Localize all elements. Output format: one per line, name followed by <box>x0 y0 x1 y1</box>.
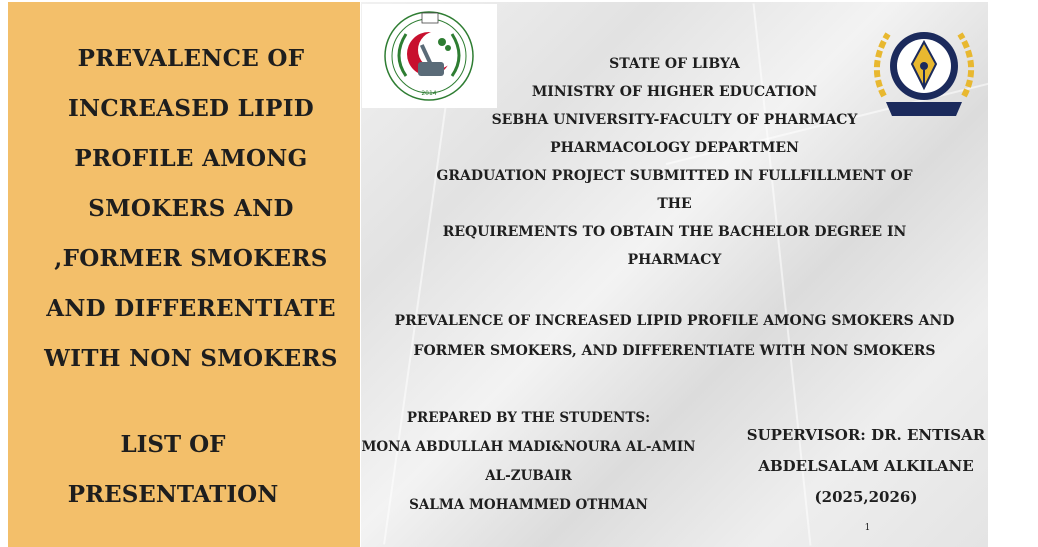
section-label-line: LIST OF <box>120 431 226 458</box>
header-line: STATE OF LIBYA <box>609 56 740 72</box>
header-line: SEBHA UNIVERSITY-FACULTY OF PHARMACY <box>491 112 858 128</box>
sidebar-title-line: ,FORMER SMOKERS <box>54 245 328 272</box>
sidebar-title-line: SMOKERS AND <box>88 195 294 222</box>
section-label-line: PRESENTATION <box>67 481 279 508</box>
students-heading: PREPARED BY THE STUDENTS: <box>406 410 651 426</box>
page-margin <box>988 0 1038 547</box>
page-number: 1 <box>864 523 871 533</box>
logo-year: 1983 <box>916 93 932 100</box>
title-slide <box>361 2 988 547</box>
sidebar-title <box>26 34 356 384</box>
header-line: GRADUATION PROJECT SUBMITTED IN FULLFILLMENT OF <box>436 168 913 184</box>
student-name: SALMA MOHAMMED OTHMAN <box>409 497 648 513</box>
supervisor-line: ABDELSALAM ALKILANE <box>758 457 974 475</box>
project-title <box>361 306 988 366</box>
section-label <box>48 420 298 520</box>
supervisor-block <box>741 420 988 544</box>
header-line: THE <box>657 196 692 212</box>
student-name: AL-ZUBAIR <box>485 468 572 484</box>
sidebar-title-line: WITH NON SMOKERS <box>44 345 338 372</box>
header-line: REQUIREMENTS TO OBTAIN THE BACHELOR DEGREE IN <box>442 224 907 240</box>
sidebar-panel <box>8 2 360 547</box>
students-block <box>361 404 706 520</box>
logo-year: 2014 <box>421 90 437 97</box>
student-name: MONA ABDULLAH MADI&NOURA AL-AMIN <box>361 439 696 455</box>
header-line: PHARMACY <box>627 252 722 268</box>
header-line: MINISTRY OF HIGHER EDUCATION <box>531 84 818 100</box>
sidebar-title-line: INCREASED LIPID <box>67 95 315 122</box>
sidebar-title-line: PREVALENCE OF <box>77 45 305 72</box>
supervisor-line: SUPERVISOR: DR. ENTISAR <box>746 426 986 444</box>
institution-header <box>361 50 988 274</box>
academic-year <box>741 482 988 544</box>
academic-year-text: (2025,2026) <box>814 488 918 506</box>
project-title-line: FORMER SMOKERS, AND DIFFERENTIATE WITH NON SMOKERS <box>413 343 936 359</box>
sidebar-title-line: PROFILE AMONG <box>74 145 308 172</box>
project-title-line: PREVALENCE OF INCREASED LIPID PROFILE AMONG SMOKERS AND <box>394 313 955 329</box>
header-line: PHARMACOLOGY DEPARTMEN <box>550 140 799 156</box>
sidebar-title-line: AND DIFFERENTIATE <box>46 295 336 322</box>
